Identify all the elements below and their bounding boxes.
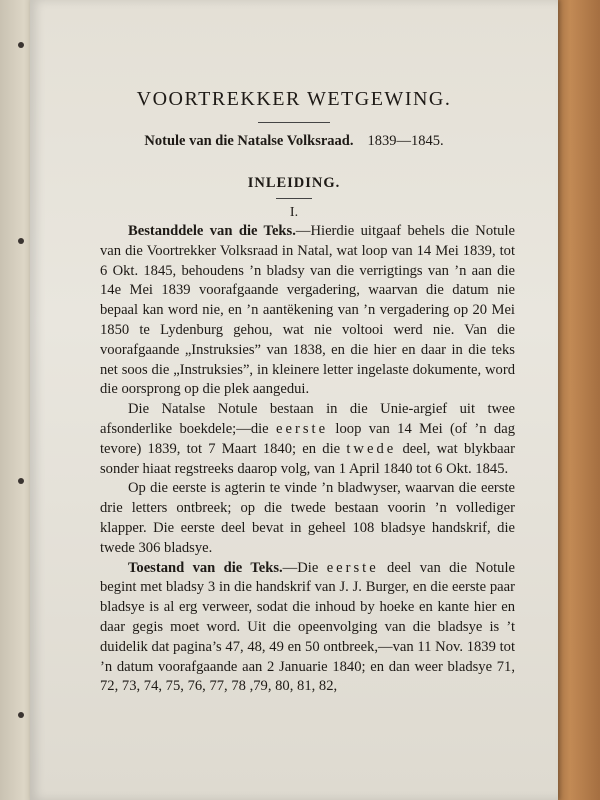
page-subtitle [30, 133, 558, 150]
paragraph-lead: Bestanddele van die Teks. [128, 223, 296, 239]
emphasis-word: eerste [276, 420, 329, 437]
paragraph-text: —Die [282, 559, 327, 576]
book-page [30, 0, 558, 800]
paragraph [100, 222, 515, 400]
body-text [100, 222, 515, 697]
emphasis-word: eerste [326, 559, 379, 576]
paragraph-text: loop van 14 Mei (of ’n dag tevore) 1839, tot 7 Maart 1840; en die [100, 420, 516, 457]
paragraph-text: deel van die Notule begint met bladsy 3 in die handskrif van J. J. Burger, en die eerste paar bladsye is al erg verweer, sodat die inhoud by hoeke en kante hier en daar gegis moet word. Uit die opeenvolging van die bladsye is ’t duidelik dat pagina’s 47, 48, 49 en 50 ontbreek,—van 11 Nov. 1839 tot ’n datum voorafgaande aan 2 Januarie 1840; en dan weer bladsye 71, 72, 73, 74, 75, 76, 77, 78 ,79, 80, 81, 82, [100, 559, 515, 695]
paragraph-text: —Hierdie uitgaaf behels die Notule van die Voortrekker Volksraad in Natal, wat loop van 14 Mei 1839, tot 6 Okt. 1845, behoudens ’n bladsy van die verrigtings van ’n aan die 14e Mei 1839 voorafgaande vergadering, waarvan die datum nie bepaal kan word nie, en ’n aantëkening van ’n vergadering op 20 Mei 1850 te Lydenburg gehou, wat nie voltooi werd nie. Van die voorafgaande „Instruksies” van 1838, en die hier en daar in die teks net soos die „Instruksies”, in kleinere letter ingelaste dokumente, word die oorsprong op die plek aangedui. [100, 223, 516, 398]
subtitle-text: Notule van die Natalse Volksraad. [144, 133, 354, 149]
paragraph [100, 479, 515, 558]
emphasis-word: twede [346, 440, 397, 457]
paragraph-text: Die Natalse Notule bestaan in die Unie-argief uit twee afsonderlike boekdele;—die [100, 401, 515, 437]
paragraph [100, 559, 515, 698]
paragraph-text: Op die eerste is agterin te vinde ’n bladwyser, waarvan die eerste drie letters ontbreek; op die twede bestaan voorin ’n vollediger klapper. Die eerste deel bevat in geheel 108 bladsye handskrif, die twede 306 bladsye. [100, 480, 515, 556]
binding-stitch [18, 712, 24, 718]
section-heading: INLEIDING. [247, 175, 341, 191]
binding-stitch [18, 478, 24, 484]
paragraph [100, 400, 515, 479]
title-rule [258, 122, 330, 123]
page-title: VOORTREKKER WETGEWING. [136, 88, 452, 110]
paragraph-text: deel, wat blykbaar sonder hiaat regstreeks daarop volg, van 1 April 1840 tot 6 Okt. 1845. [100, 440, 515, 477]
section-number: I. [289, 205, 299, 220]
paragraph-lead: Toestand van die Teks. [128, 559, 283, 576]
binding-stitch [18, 238, 24, 244]
section-rule [276, 198, 312, 199]
binding-stitch [18, 42, 24, 48]
subtitle-years: 1839—1845. [367, 133, 444, 149]
